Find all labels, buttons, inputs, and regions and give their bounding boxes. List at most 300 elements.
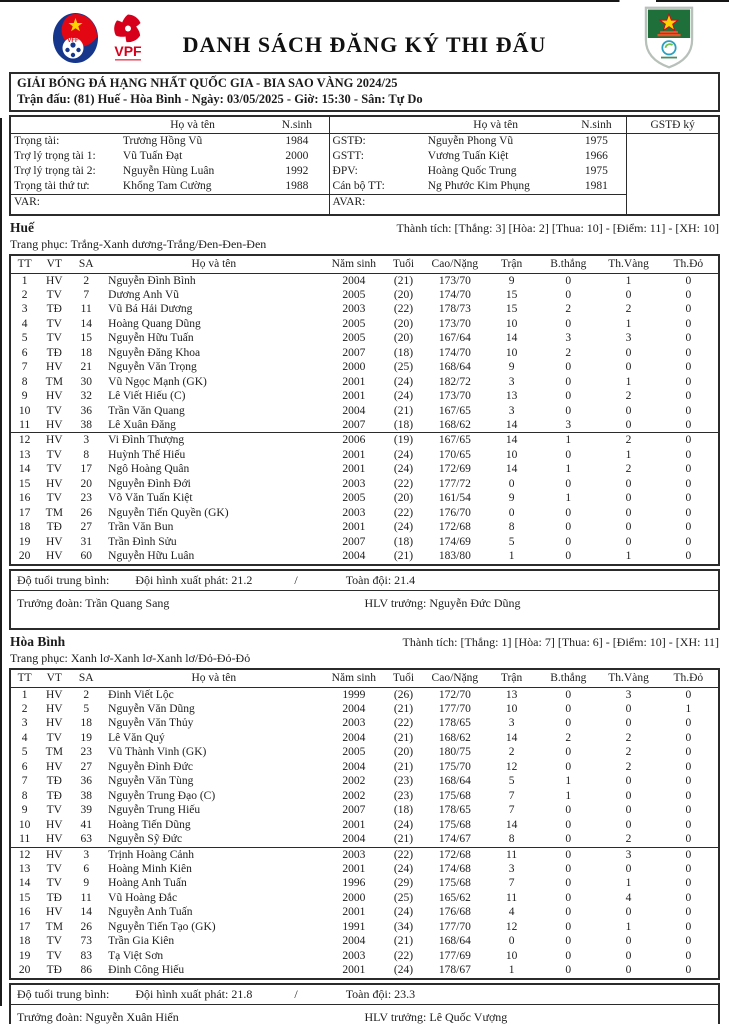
player-cell: Trần Đình Sửu: [108, 535, 177, 548]
player-cell: 2003: [342, 848, 366, 861]
player-cell: (22): [393, 949, 414, 962]
team-manager: Trưởng đoàn: Trần Quang Sang: [17, 595, 170, 610]
player-cell: Vi Đình Thượng: [108, 434, 185, 447]
player-cell: 10: [505, 949, 518, 962]
player-cell: Nguyễn Đình Bình: [108, 274, 196, 287]
player-cell: 0: [625, 949, 632, 962]
player-cell: 17: [18, 506, 31, 519]
player-cell: 16: [18, 906, 31, 919]
player-cell: 3: [565, 332, 572, 345]
player-cell: (22): [393, 848, 414, 861]
vpf-logo: [106, 12, 150, 64]
team-kit: Trang phục: Xanh lơ-Xanh lơ-Xanh lơ/Đỏ-Đỏ-Đỏ: [10, 650, 251, 665]
player-cell: 174/67: [438, 833, 471, 846]
col-header-yellow: Th.Vàng: [598, 669, 658, 688]
staff-row: [11, 1005, 718, 1024]
player-cell: 2005: [342, 492, 366, 505]
player-cell: 0: [565, 717, 572, 730]
player-cell: 175/68: [438, 877, 471, 890]
officials-row: [10, 164, 719, 179]
player-cell: 0: [565, 848, 572, 861]
player-cell: 0: [565, 390, 572, 403]
player-cell: 11: [80, 891, 92, 904]
player-cell: Nguyễn Trung Đạo (C): [108, 789, 216, 802]
player-cell: 0: [625, 535, 632, 548]
player-cell: 14: [505, 434, 518, 447]
player-cell: 2002: [342, 789, 366, 802]
player-row: [10, 949, 719, 963]
team-name: Huế: [10, 219, 35, 235]
player-cell: 9: [83, 877, 90, 890]
player-cell: 0: [625, 419, 632, 432]
player-cell: 0: [685, 375, 692, 388]
player-cell: 1991: [342, 920, 366, 933]
player-cell: 0: [685, 848, 692, 861]
player-cell: 177/70: [438, 703, 471, 716]
vff-logo: [52, 12, 99, 64]
player-cell: 20: [18, 964, 31, 977]
player-row: [10, 876, 719, 890]
player-cell: 3: [83, 434, 90, 447]
player-cell: 8: [83, 448, 90, 461]
federation-logos: [52, 12, 150, 64]
officials-row: [10, 149, 719, 164]
player-cell: 2003: [342, 717, 366, 730]
player-cell: 0: [625, 818, 632, 831]
officials-row: [10, 134, 719, 150]
player-cell: 173/70: [438, 317, 471, 330]
player-cell: TV: [46, 404, 62, 417]
player-cell: 175/68: [438, 789, 471, 802]
players-header-row: [10, 669, 719, 688]
player-row: [10, 360, 719, 374]
player-cell: 4: [21, 317, 28, 330]
player-cell: TV: [46, 804, 62, 817]
player-row: [10, 760, 719, 774]
officials-header-name: Họ và tên: [425, 116, 567, 134]
player-cell: (19): [393, 434, 414, 447]
official-birth: 1984: [285, 135, 309, 147]
player-cell: 60: [80, 550, 92, 563]
player-cell: 11: [506, 891, 518, 904]
player-cell: 1999: [342, 688, 366, 701]
player-cell: 1: [565, 789, 572, 802]
player-cell: 2: [565, 303, 572, 316]
player-cell: 0: [625, 361, 632, 374]
official-role: ĐPV:: [329, 164, 425, 179]
player-cell: 174/68: [438, 863, 471, 875]
player-cell: 0: [685, 404, 692, 417]
player-cell: 2003: [342, 506, 366, 519]
player-cell: 3: [625, 848, 632, 861]
player-cell: 3: [565, 419, 572, 432]
player-cell: 176/70: [438, 506, 471, 519]
official-name: Vũ Tuấn Đạt: [122, 150, 183, 162]
player-cell: (20): [393, 746, 414, 759]
player-cell: 178/67: [438, 964, 471, 977]
player-cell: 14: [80, 906, 92, 919]
player-cell: HV: [45, 848, 63, 861]
player-cell: 174/70: [438, 346, 471, 359]
player-cell: 3: [508, 375, 515, 388]
player-cell: 3: [21, 303, 28, 316]
player-cell: Nguyễn Sỹ Đức: [108, 833, 183, 846]
player-cell: 11: [19, 419, 31, 432]
player-cell: 178/65: [438, 804, 471, 817]
col-header-birthyear: Năm sinh: [326, 255, 383, 274]
col-header-tt: TT: [10, 669, 38, 688]
player-cell: 14: [505, 731, 518, 744]
player-cell: 2001: [342, 375, 366, 388]
player-cell: HV: [45, 688, 63, 701]
player-cell: TV: [46, 949, 62, 962]
player-cell: 0: [508, 477, 515, 490]
player-cell: 2: [625, 833, 632, 846]
player-cell: 2007: [342, 419, 366, 432]
player-cell: Nguyễn Tiến Tạo (GK): [108, 920, 216, 933]
col-header-vt: VT: [38, 255, 70, 274]
player-cell: 0: [565, 448, 572, 461]
player-cell: 32: [80, 390, 92, 403]
player-cell: 9: [21, 804, 28, 817]
player-cell: 15: [505, 288, 518, 301]
player-row: [10, 288, 719, 302]
player-cell: 0: [625, 521, 632, 534]
player-cell: 2004: [342, 404, 366, 417]
player-cell: Lê Văn Quý: [108, 731, 165, 744]
player-cell: 10: [18, 404, 31, 417]
player-cell: 172/68: [438, 848, 471, 861]
player-cell: 2004: [342, 731, 366, 744]
player-cell: 176/68: [438, 906, 471, 919]
player-cell: Nguyễn Hữu Tuấn: [108, 332, 194, 345]
avar-label: AVAR:: [329, 195, 627, 215]
player-cell: 36: [80, 404, 92, 417]
player-cell: Đinh Công Hiếu: [108, 964, 185, 977]
player-cell: 0: [625, 717, 632, 730]
player-row: [10, 774, 719, 788]
player-cell: 180/75: [438, 746, 471, 759]
player-cell: 0: [625, 703, 632, 716]
players-table-hue: [9, 254, 720, 566]
player-cell: Hoàng Tiến Dũng: [108, 818, 191, 831]
player-cell: 2007: [342, 346, 366, 359]
player-cell: 2: [625, 390, 632, 403]
player-row: [10, 862, 719, 876]
player-cell: 5: [21, 746, 28, 759]
vpf-logo-text: VPF: [114, 43, 142, 59]
player-cell: 174/69: [438, 535, 471, 548]
official-birth: 2000: [285, 150, 309, 162]
player-row: [10, 477, 719, 491]
player-cell: 0: [625, 935, 632, 948]
player-cell: 0: [685, 506, 692, 519]
player-row: [10, 832, 719, 847]
player-cell: 3: [625, 688, 632, 701]
player-cell: 0: [625, 789, 632, 802]
player-cell: 2: [625, 434, 632, 447]
player-cell: (23): [393, 775, 414, 788]
player-cell: 2: [21, 703, 28, 716]
player-cell: 2003: [342, 303, 366, 316]
col-header-red: Th.Đỏ: [659, 669, 719, 688]
player-cell: 3: [508, 404, 515, 417]
player-cell: (24): [393, 521, 414, 534]
player-cell: TĐ: [46, 521, 62, 534]
player-cell: 0: [685, 775, 692, 788]
player-cell: HV: [45, 274, 63, 287]
player-cell: 12: [505, 920, 518, 933]
tournament-name: GIẢI BÓNG ĐÁ HẠNG NHẤT QUỐC GIA - BIA SAO VÀNG 2024/25: [17, 76, 398, 90]
player-cell: 9: [508, 492, 515, 505]
subs-body: [10, 847, 719, 979]
officials-header-blank: [10, 116, 120, 134]
head-coach: HLV trưởng: Lê Quốc Vượng: [364, 1009, 508, 1024]
player-cell: 3: [625, 332, 632, 345]
player-cell: 0: [625, 964, 632, 977]
player-cell: TĐ: [46, 891, 62, 904]
player-cell: (21): [393, 731, 414, 744]
player-row: [10, 462, 719, 476]
player-cell: 14: [80, 317, 92, 330]
avg-age-starting: Đội hình xuất phát: 21.8: [135, 986, 253, 1001]
player-cell: 183/80: [438, 550, 471, 563]
player-cell: 23: [80, 492, 92, 505]
player-cell: (18): [393, 535, 414, 548]
player-cell: 167/64: [438, 332, 471, 345]
player-cell: (25): [393, 361, 414, 374]
player-cell: 7: [83, 288, 90, 301]
player-cell: (22): [393, 717, 414, 730]
official-birth: 1981: [584, 180, 608, 192]
player-cell: 0: [685, 492, 692, 505]
player-cell: 0: [508, 506, 515, 519]
player-row: [10, 702, 719, 716]
player-cell: HV: [45, 390, 63, 403]
player-cell: 0: [685, 477, 692, 490]
player-cell: 11: [506, 848, 518, 861]
player-cell: (18): [393, 346, 414, 359]
player-cell: 0: [685, 906, 692, 919]
player-cell: (25): [393, 891, 414, 904]
player-cell: 2: [83, 688, 90, 701]
player-cell: 177/70: [438, 920, 471, 933]
player-cell: 1: [685, 703, 692, 716]
player-cell: 20: [80, 477, 92, 490]
player-cell: Nguyễn Văn Trọng: [108, 361, 197, 374]
player-cell: 13: [18, 863, 31, 875]
player-cell: 0: [685, 390, 692, 403]
player-cell: 0: [685, 717, 692, 730]
players-header-row: [10, 255, 719, 274]
player-cell: 1: [625, 550, 632, 563]
player-cell: TV: [46, 463, 62, 476]
player-row: [10, 448, 719, 462]
player-cell: 2002: [342, 775, 366, 788]
col-header-matches: Trận: [485, 255, 538, 274]
col-header-tt: TT: [10, 255, 38, 274]
player-cell: TM: [45, 746, 63, 759]
player-cell: 2004: [342, 833, 366, 846]
player-cell: (21): [393, 935, 414, 948]
document-header: [0, 0, 729, 70]
player-cell: 0: [685, 760, 692, 773]
player-cell: Nguyễn Anh Tuấn: [108, 906, 193, 919]
player-cell: 7: [508, 789, 515, 802]
player-cell: Nguyễn Văn Thủy: [108, 717, 194, 730]
player-cell: 177/69: [438, 949, 471, 962]
player-cell: 16: [18, 492, 31, 505]
player-row: [10, 346, 719, 360]
player-cell: 0: [625, 492, 632, 505]
player-cell: 39: [80, 804, 92, 817]
player-cell: 1: [565, 434, 572, 447]
player-cell: (22): [393, 303, 414, 316]
player-cell: 2001: [342, 964, 366, 977]
player-cell: 18: [80, 717, 92, 730]
player-row: [10, 963, 719, 978]
team-record: Thành tích: [Thắng: 1] [Hòa: 7] [Thua: 6] - [Điểm: 10] - [XH: 11]: [402, 634, 719, 649]
player-cell: 0: [565, 375, 572, 388]
player-cell: 0: [685, 317, 692, 330]
player-cell: 11: [80, 303, 92, 316]
player-cell: 2005: [342, 332, 366, 345]
player-cell: 0: [565, 746, 572, 759]
player-cell: (20): [393, 492, 414, 505]
player-cell: (21): [393, 833, 414, 846]
player-cell: (23): [393, 789, 414, 802]
player-cell: 27: [80, 760, 92, 773]
player-row: [10, 389, 719, 403]
col-header-yellow: Th.Vàng: [598, 255, 658, 274]
player-cell: (29): [393, 877, 414, 890]
player-cell: 2000: [342, 361, 366, 374]
player-cell: 0: [565, 949, 572, 962]
official-birth: 1992: [285, 165, 309, 177]
player-cell: 1: [21, 274, 28, 287]
player-cell: 0: [565, 361, 572, 374]
player-cell: 167/65: [438, 404, 471, 417]
player-cell: Nguyễn Đăng Khoa: [108, 346, 201, 359]
player-cell: (24): [393, 448, 414, 461]
player-cell: 1: [508, 964, 515, 977]
player-cell: Huỳnh Thế Hiếu: [108, 448, 186, 461]
player-cell: 2003: [342, 949, 366, 962]
league-badge: [643, 6, 695, 70]
player-cell: (26): [393, 688, 414, 701]
player-row: [10, 535, 719, 549]
avg-age-separator: /: [294, 986, 298, 1001]
player-cell: 14: [18, 877, 31, 890]
player-cell: 0: [565, 506, 572, 519]
player-cell: 18: [18, 521, 31, 534]
officials-row: [10, 179, 719, 195]
player-cell: 15: [18, 477, 31, 490]
player-cell: Tạ Việt Sơn: [108, 949, 164, 962]
player-cell: 8: [21, 375, 28, 388]
official-name: Hoàng Quốc Trung: [427, 165, 517, 177]
player-cell: 0: [565, 550, 572, 563]
player-cell: 2000: [342, 891, 366, 904]
player-row: [10, 731, 719, 745]
player-cell: HV: [45, 717, 63, 730]
players-table-hoabinh: [9, 668, 720, 980]
player-cell: 3: [508, 863, 515, 875]
col-header-name: Họ và tên: [102, 669, 325, 688]
player-cell: HV: [45, 818, 63, 831]
subs-body: [10, 433, 719, 565]
player-cell: 168/64: [438, 361, 471, 374]
player-cell: Nguyễn Văn Tùng: [108, 775, 194, 788]
player-cell: 73: [80, 935, 92, 948]
player-cell: 63: [80, 833, 92, 846]
player-cell: 7: [508, 877, 515, 890]
player-cell: 6: [21, 346, 28, 359]
player-cell: 2007: [342, 804, 366, 817]
player-cell: HV: [45, 906, 63, 919]
player-cell: 0: [565, 833, 572, 846]
player-row: [10, 549, 719, 564]
player-cell: 0: [508, 935, 515, 948]
gstd-signature-cell: [627, 134, 719, 215]
player-cell: TĐ: [46, 303, 62, 316]
player-cell: (21): [393, 550, 414, 563]
player-cell: 0: [685, 935, 692, 948]
player-row: [10, 687, 719, 702]
player-cell: 0: [565, 891, 572, 904]
player-cell: (24): [393, 375, 414, 388]
player-cell: Trần Văn Quang: [108, 404, 185, 417]
player-cell: 2: [625, 463, 632, 476]
player-cell: HV: [45, 833, 63, 846]
player-cell: 7: [21, 361, 28, 374]
player-cell: 21: [80, 361, 92, 374]
player-cell: Trần Gia Kiên: [108, 935, 175, 948]
player-cell: 7: [508, 804, 515, 817]
official-role: GSTĐ:: [329, 134, 425, 150]
player-cell: (21): [393, 760, 414, 773]
col-header-sa: SA: [70, 669, 102, 688]
player-cell: 0: [625, 804, 632, 817]
team-record: Thành tích: [Thắng: 3] [Hòa: 2] [Thua: 10] - [Điểm: 11] - [XH: 10]: [396, 220, 719, 235]
player-row: [10, 520, 719, 534]
player-cell: 0: [685, 463, 692, 476]
player-cell: (20): [393, 288, 414, 301]
player-row: [10, 745, 719, 759]
starters-body: [10, 687, 719, 847]
col-header-goals: B.thắng: [538, 669, 598, 688]
player-cell: 170/65: [438, 448, 471, 461]
player-row: [10, 404, 719, 418]
player-cell: TV: [46, 332, 62, 345]
player-cell: 1996: [342, 877, 366, 890]
player-cell: Lê Xuân Đăng: [108, 419, 176, 432]
player-cell: 0: [685, 361, 692, 374]
player-cell: 0: [685, 550, 692, 563]
col-header-age: Tuổi: [382, 255, 425, 274]
player-cell: 2: [625, 746, 632, 759]
head-coach: HLV trưởng: Nguyễn Đức Dũng: [364, 595, 521, 610]
player-cell: 0: [565, 906, 572, 919]
avg-age-whole-team: Toàn đội: 23.3: [345, 986, 416, 1001]
player-cell: 5: [508, 535, 515, 548]
official-role: GSTT:: [329, 149, 425, 164]
player-cell: TĐ: [46, 789, 62, 802]
player-cell: Nguyễn Văn Dũng: [108, 703, 195, 716]
player-cell: 0: [625, 775, 632, 788]
player-cell: 0: [685, 731, 692, 744]
player-cell: 14: [505, 419, 518, 432]
